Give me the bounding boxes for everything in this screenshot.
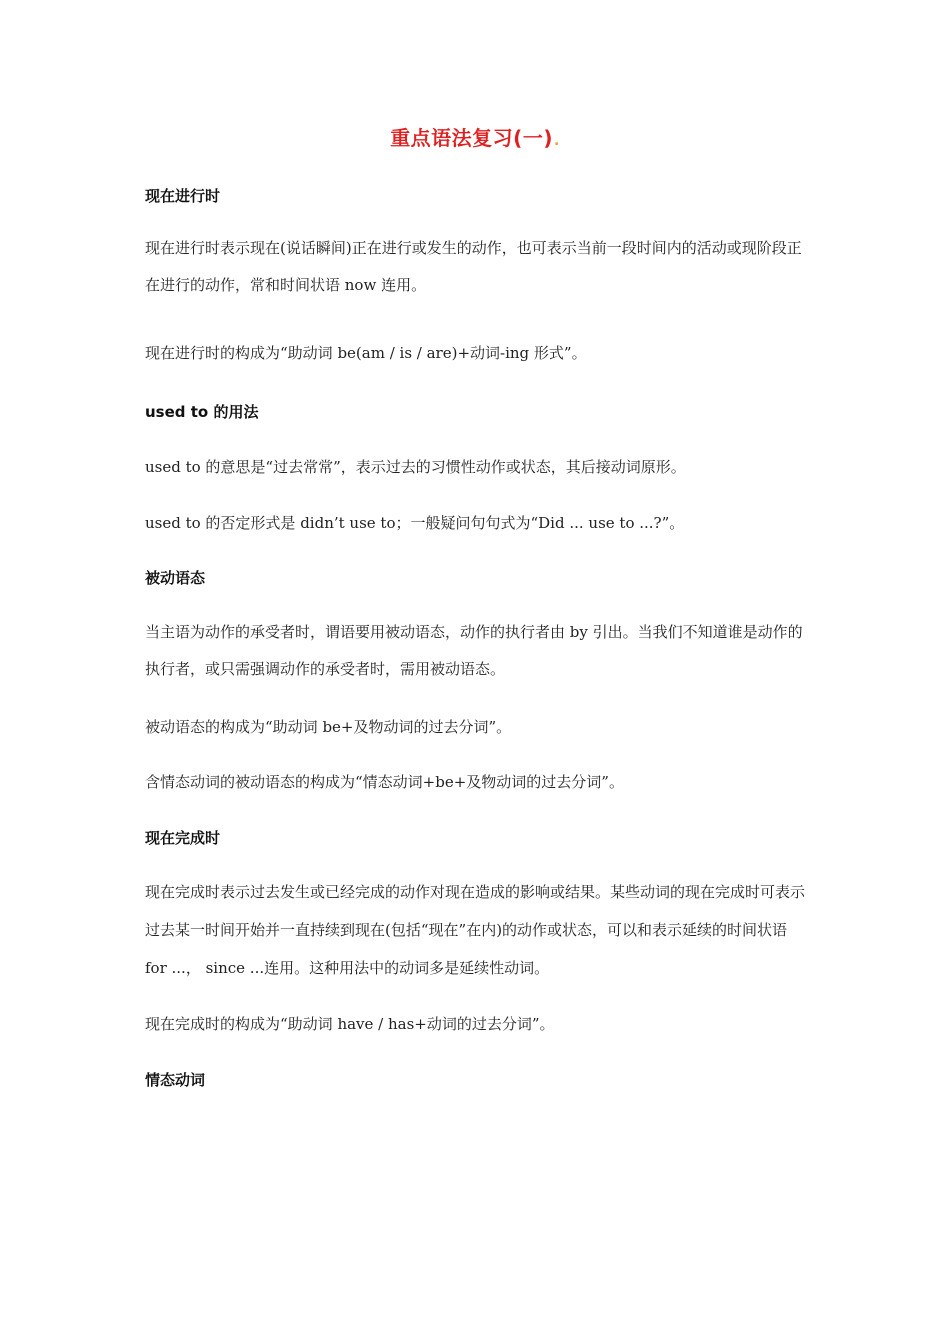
paragraph: 现在完成时的构成为“助动词 have / has+动词的过去分词”。 [145,1015,555,1033]
paragraph: 含情态动词的被动语态的构成为“情态动词+be+及物动词的过去分词”。 [145,773,624,791]
section-heading: 被动语态 [145,569,206,587]
paragraph: 当主语为动作的承受者时，谓语要用被动语态，动作的执行者由 by 引出。当我们不知道谁是动作的执行者，或只需强调动作的承受者时，需用被动语态。 [145,623,803,678]
section-heading: 现在完成时 [145,829,221,847]
paragraph: used to 的否定形式是 didn’t use to；一般疑问句句式为“Did ... use to ...?”。 [145,514,685,532]
title-text: 重点语法复习(一) [390,126,553,150]
paragraph: 现在完成时表示过去发生或已经完成的动作对现在造成的影响或结果。某些动词的现在完成时可表示过去某一时间开始并一直持续到现在(包括“现在”在内)的动作或状态，可以和表示延续的时间状语 for ...， since ...连用。这种用法中的动词多是延续性动词。 [145,883,806,977]
section-heading: 情态动词 [145,1071,206,1089]
section-heading: 现在进行时 [145,187,221,205]
paragraph: used to 的意思是“过去常常”，表示过去的习惯性动作或状态，其后接动词原形。 [145,458,686,476]
title-mark: . [553,133,560,149]
paragraph: 现在进行时表示现在(说话瞬间)正在进行或发生的动作，也可表示当前一段时间内的活动或现阶段正在进行的动作，常和时间状语 now 连用。 [145,239,802,294]
section-heading: used to 的用法 [145,403,259,421]
paragraph: 被动语态的构成为“助动词 be+及物动词的过去分词”。 [145,718,512,736]
document-title [0,122,950,151]
paragraph: 现在进行时的构成为“助动词 be(am / is / are)+动词-ing 形式”。 [145,344,587,362]
